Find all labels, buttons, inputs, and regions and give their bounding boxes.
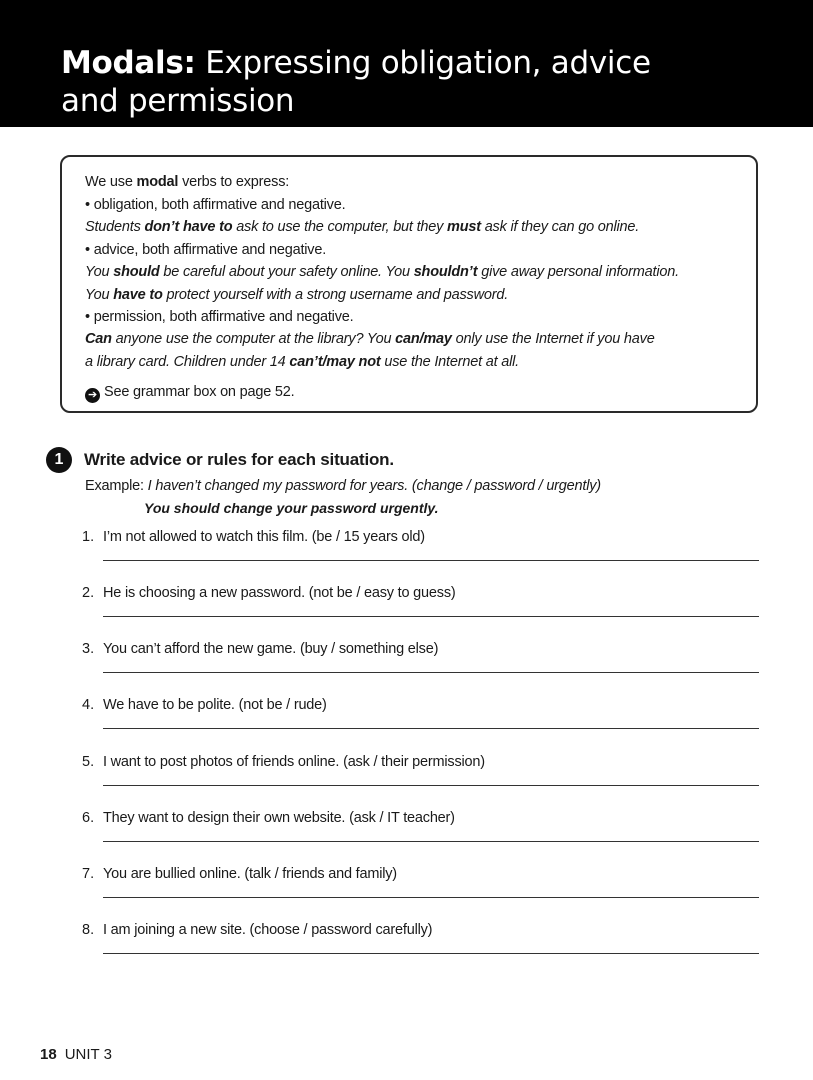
see-also-link[interactable]: ➔ See grammar box on page 52. <box>85 383 294 403</box>
item-prompt: I’m not allowed to watch this film. (be / 15 years old) <box>103 529 425 545</box>
page-number: 18 <box>40 1046 57 1063</box>
item-number: 6. <box>82 810 95 826</box>
item-prompt: You are bullied online. (talk / friends and family) <box>103 866 397 882</box>
title-rest: Expressing obligation, advice <box>195 45 651 81</box>
answer-line[interactable] <box>103 897 759 898</box>
exercise-item-2 <box>82 584 762 640</box>
exercise-number-badge: 1 <box>46 447 72 473</box>
page-footer <box>40 1045 112 1065</box>
grammar-bullet-permission: • permission, both affirmative and negative. <box>85 309 354 325</box>
unit-label: UNIT 3 <box>64 1046 112 1063</box>
answer-line[interactable] <box>103 672 759 673</box>
exercise-item-5 <box>82 753 762 809</box>
answer-line[interactable] <box>103 953 759 954</box>
exercise-title: Write advice or rules for each situation. <box>84 450 394 469</box>
item-number: 4. <box>82 697 95 713</box>
answer-line[interactable] <box>103 728 759 729</box>
item-prompt: We have to be polite. (not be / rude) <box>103 697 327 713</box>
grammar-example-permission-2: a library card. Children under 14 can’t/may not use the Internet at all. <box>85 354 519 370</box>
grammar-example-advice-1: You should be careful about your safety online. You shouldn’t give away personal information. <box>85 264 679 280</box>
answer-line[interactable] <box>103 560 759 561</box>
grammar-example-advice-2: You have to protect yourself with a strong username and password. <box>85 287 509 303</box>
item-number: 3. <box>82 641 95 657</box>
exercise-item-6 <box>82 809 762 865</box>
exercise-example: Example: I haven’t changed my password for years. (change / password / urgently) <box>85 478 601 494</box>
grammar-box <box>60 155 758 413</box>
title-line2: and permission <box>61 83 295 119</box>
item-prompt: They want to design their own website. (ask / IT teacher) <box>103 810 455 826</box>
exercise-item-4 <box>82 696 762 752</box>
item-number: 1. <box>82 529 95 545</box>
item-prompt: He is choosing a new password. (not be / easy to guess) <box>103 585 456 601</box>
item-number: 5. <box>82 754 95 770</box>
answer-line[interactable] <box>103 785 759 786</box>
item-prompt: I want to post photos of friends online. (ask / their permission) <box>103 754 485 770</box>
page-title <box>61 44 761 120</box>
grammar-bullet-obligation: • obligation, both affirmative and negative. <box>85 197 346 213</box>
grammar-example-permission-1: Can anyone use the computer at the library? You can/may only use the Internet if you have <box>85 331 655 347</box>
arrow-right-icon: ➔ <box>85 388 100 403</box>
grammar-bullet-advice: • advice, both affirmative and negative. <box>85 242 327 258</box>
exercise-item-8 <box>82 921 762 977</box>
title-bold: Modals: <box>61 45 196 81</box>
item-number: 7. <box>82 866 95 882</box>
item-number: 8. <box>82 922 95 938</box>
exercise-item-1 <box>82 528 762 584</box>
item-number: 2. <box>82 585 95 601</box>
page-header <box>0 0 813 127</box>
item-prompt: I am joining a new site. (choose / password carefully) <box>103 922 433 938</box>
grammar-example-obligation: Students don’t have to ask to use the computer, but they must ask if they can go online. <box>85 219 640 235</box>
exercise-item-3 <box>82 640 762 696</box>
answer-line[interactable] <box>103 616 759 617</box>
answer-line[interactable] <box>103 841 759 842</box>
grammar-intro: We use modal verbs to express: <box>85 174 290 190</box>
example-answer: You should change your password urgently. <box>144 500 439 516</box>
exercise-item-7 <box>82 865 762 921</box>
item-prompt: You can’t afford the new game. (buy / something else) <box>103 641 439 657</box>
